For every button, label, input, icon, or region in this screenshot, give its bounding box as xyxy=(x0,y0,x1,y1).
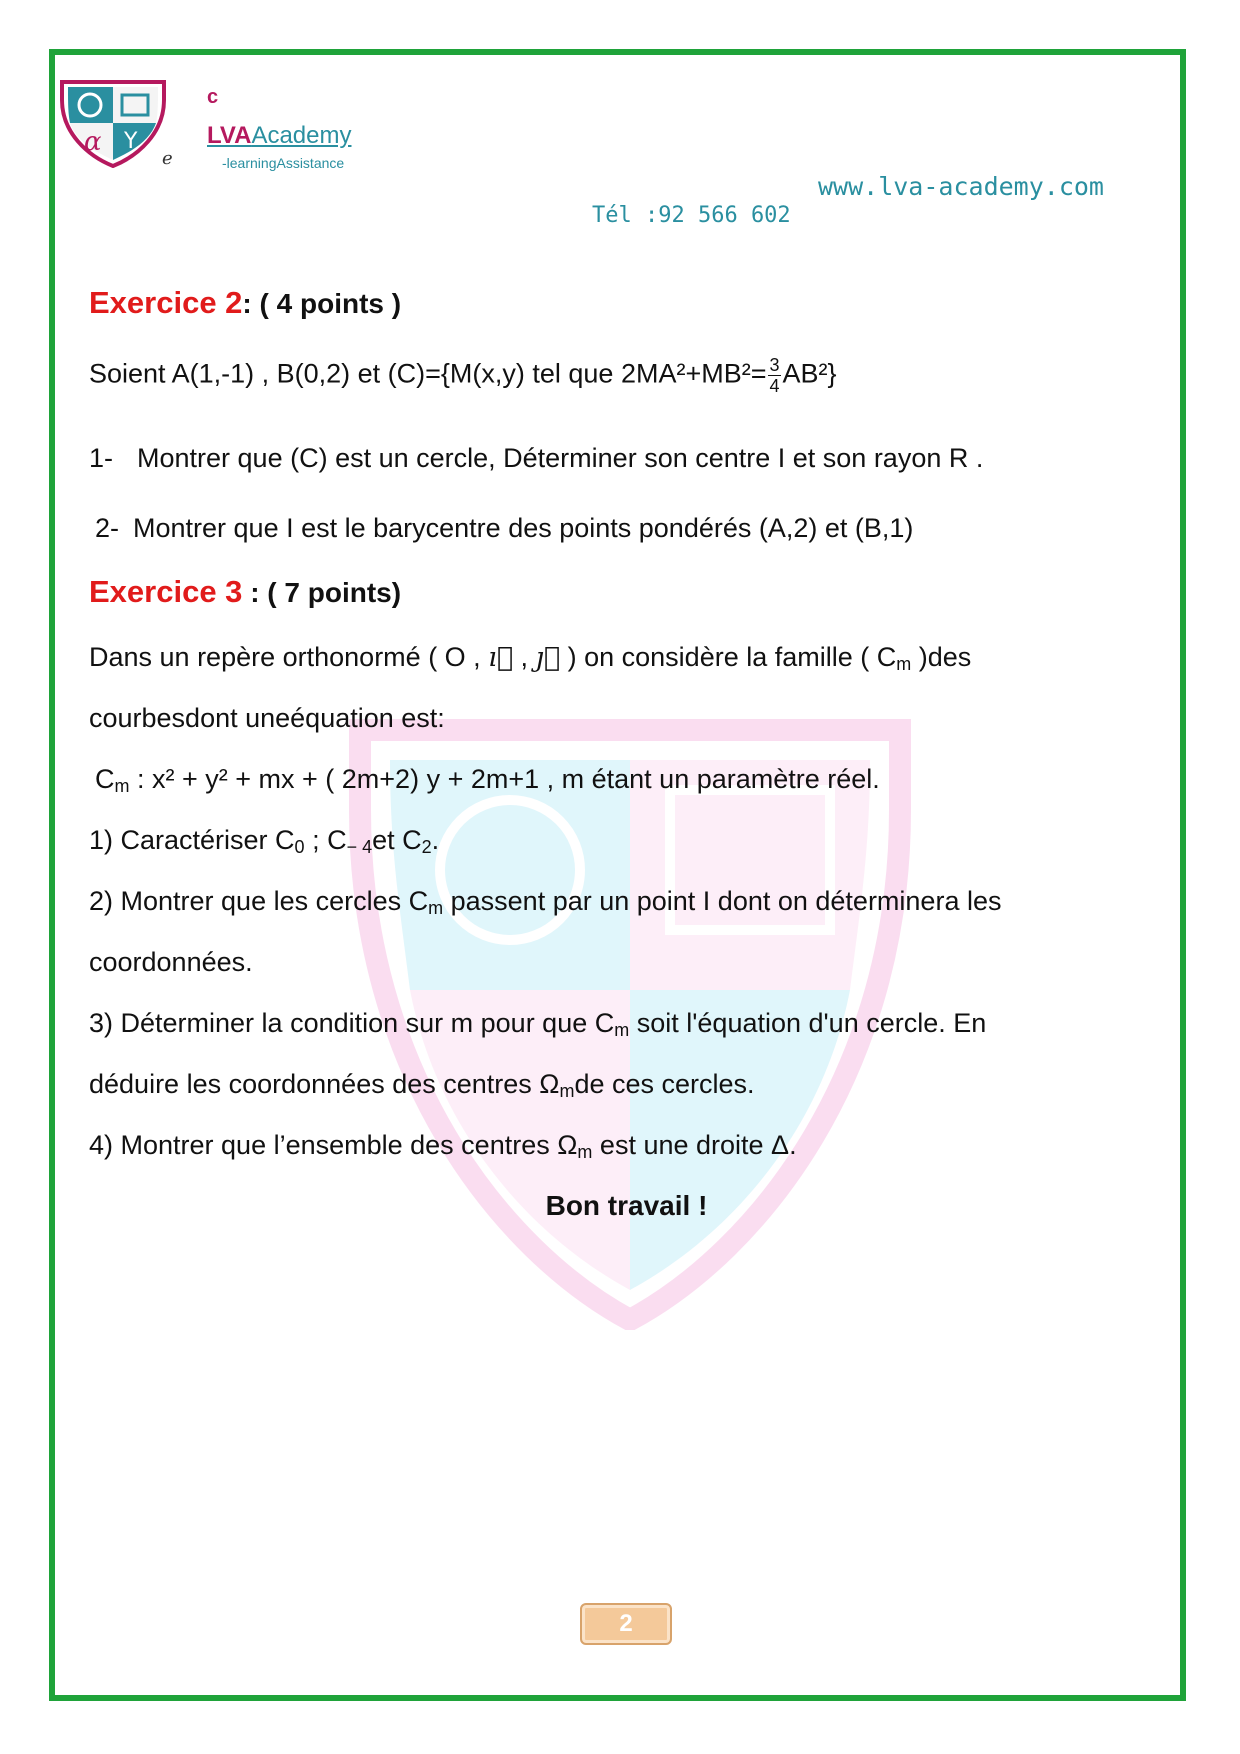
exercise3-question-3-line2 xyxy=(89,1069,755,1102)
subscript: − 4 xyxy=(346,837,373,857)
fraction-denominator: 4 xyxy=(769,376,780,396)
question-text: 1) Caractériser C xyxy=(89,825,295,855)
page-number-badge: 2 xyxy=(580,1603,672,1645)
statement-text: Soient A(1,-1) , B(0,2) et (C)={M(x,y) tel que 2MA²+MB²= xyxy=(89,358,767,389)
phone-number: Tél :92 566 602 xyxy=(592,203,791,228)
exercise2-title: Exercice 2 xyxy=(89,285,243,320)
statement-text-end: AB²} xyxy=(782,358,837,389)
exercise3-question-2 xyxy=(89,886,1001,919)
subscript-m: m xyxy=(114,776,130,796)
exercise3-intro xyxy=(89,642,971,675)
exercise2-statement xyxy=(89,355,837,396)
question-number: 2- xyxy=(95,513,120,543)
intro-text: ) on considère la famille ( C xyxy=(560,642,897,672)
exercise2-question-2 xyxy=(95,513,913,544)
question-text: 3) Déterminer la condition sur m pour que C xyxy=(89,1008,615,1038)
intro-text: )des xyxy=(911,642,972,672)
subscript-m: m xyxy=(614,1020,630,1040)
brand-name xyxy=(207,122,351,150)
question-text: Montrer que I est le barycentre des points pondérés (A,2) et (B,1) xyxy=(133,513,914,543)
question-text: 2) Montrer que les cercles C xyxy=(89,886,429,916)
question-text: . xyxy=(431,825,440,855)
question-text: Montrer que (C) est un cercle, Déterminer son centre I et son rayon R . xyxy=(137,443,984,473)
exercise3-title: Exercice 3 xyxy=(89,574,243,609)
exercise3-points: : ( 7 points) xyxy=(242,577,402,608)
website-link[interactable]: www.lva-academy.com xyxy=(818,172,1104,201)
subscript: 0 xyxy=(294,837,305,857)
brand-academy: Academy xyxy=(251,122,352,149)
separator: , xyxy=(513,642,536,672)
equation-text: C xyxy=(95,764,115,794)
subscript-m: m xyxy=(559,1081,575,1101)
question-text: est une droite Δ. xyxy=(592,1130,797,1160)
brand-lva: LVA xyxy=(207,122,252,149)
question-text: et C xyxy=(372,825,422,855)
lva-logo-icon xyxy=(58,78,168,168)
brand-tagline: -learningAssistance xyxy=(222,155,345,171)
svg-text:α: α xyxy=(84,127,102,157)
fraction-numerator: 3 xyxy=(769,355,780,375)
question-text: de ces cercles. xyxy=(574,1069,755,1099)
vector-j: ȷ⃗ xyxy=(535,642,561,673)
subscript-m: m xyxy=(577,1142,593,1162)
subscript-m: m xyxy=(428,898,444,918)
exercise2-heading xyxy=(89,285,401,321)
exercise3-question-3 xyxy=(89,1008,986,1041)
exercise3-intro-line2: courbesdont uneéquation est: xyxy=(89,703,445,733)
exercise2-question-1 xyxy=(89,443,983,474)
exercise3-heading xyxy=(89,574,401,610)
exercise2-points: : ( 4 points ) xyxy=(242,288,402,319)
subscript-m: m xyxy=(896,654,912,674)
question-text: ; C xyxy=(304,825,347,855)
question-text: 4) Montrer que l’ensemble des centres Ω xyxy=(89,1130,578,1160)
question-text: déduire les coordonnées des centres Ω xyxy=(89,1069,560,1099)
question-text: soit l'équation d'un cercle. En xyxy=(629,1008,987,1038)
question-number: 1- xyxy=(89,443,114,473)
fraction xyxy=(768,355,780,396)
vector-i: ı⃗ xyxy=(488,642,514,673)
exercise3-question-1 xyxy=(89,825,439,858)
exercise3-question-4 xyxy=(89,1130,797,1163)
svg-text:Y: Y xyxy=(124,129,138,154)
equation-text: : x² + y² + mx + ( 2m+2) y + 2m+1 , m étant un paramètre réel. xyxy=(129,764,880,794)
subscript: 2 xyxy=(421,837,432,857)
exercise3-equation xyxy=(95,764,880,797)
exercise3-question-2-line2: coordonnées. xyxy=(89,947,253,977)
brand-letter: c xyxy=(207,86,219,108)
brand-e-mark: e xyxy=(162,148,173,169)
intro-text: Dans un repère orthonormé ( O , xyxy=(89,642,489,672)
closing-message: Bon travail ! xyxy=(545,1190,708,1221)
question-text: passent par un point I dont on déterminera les xyxy=(443,886,1002,916)
